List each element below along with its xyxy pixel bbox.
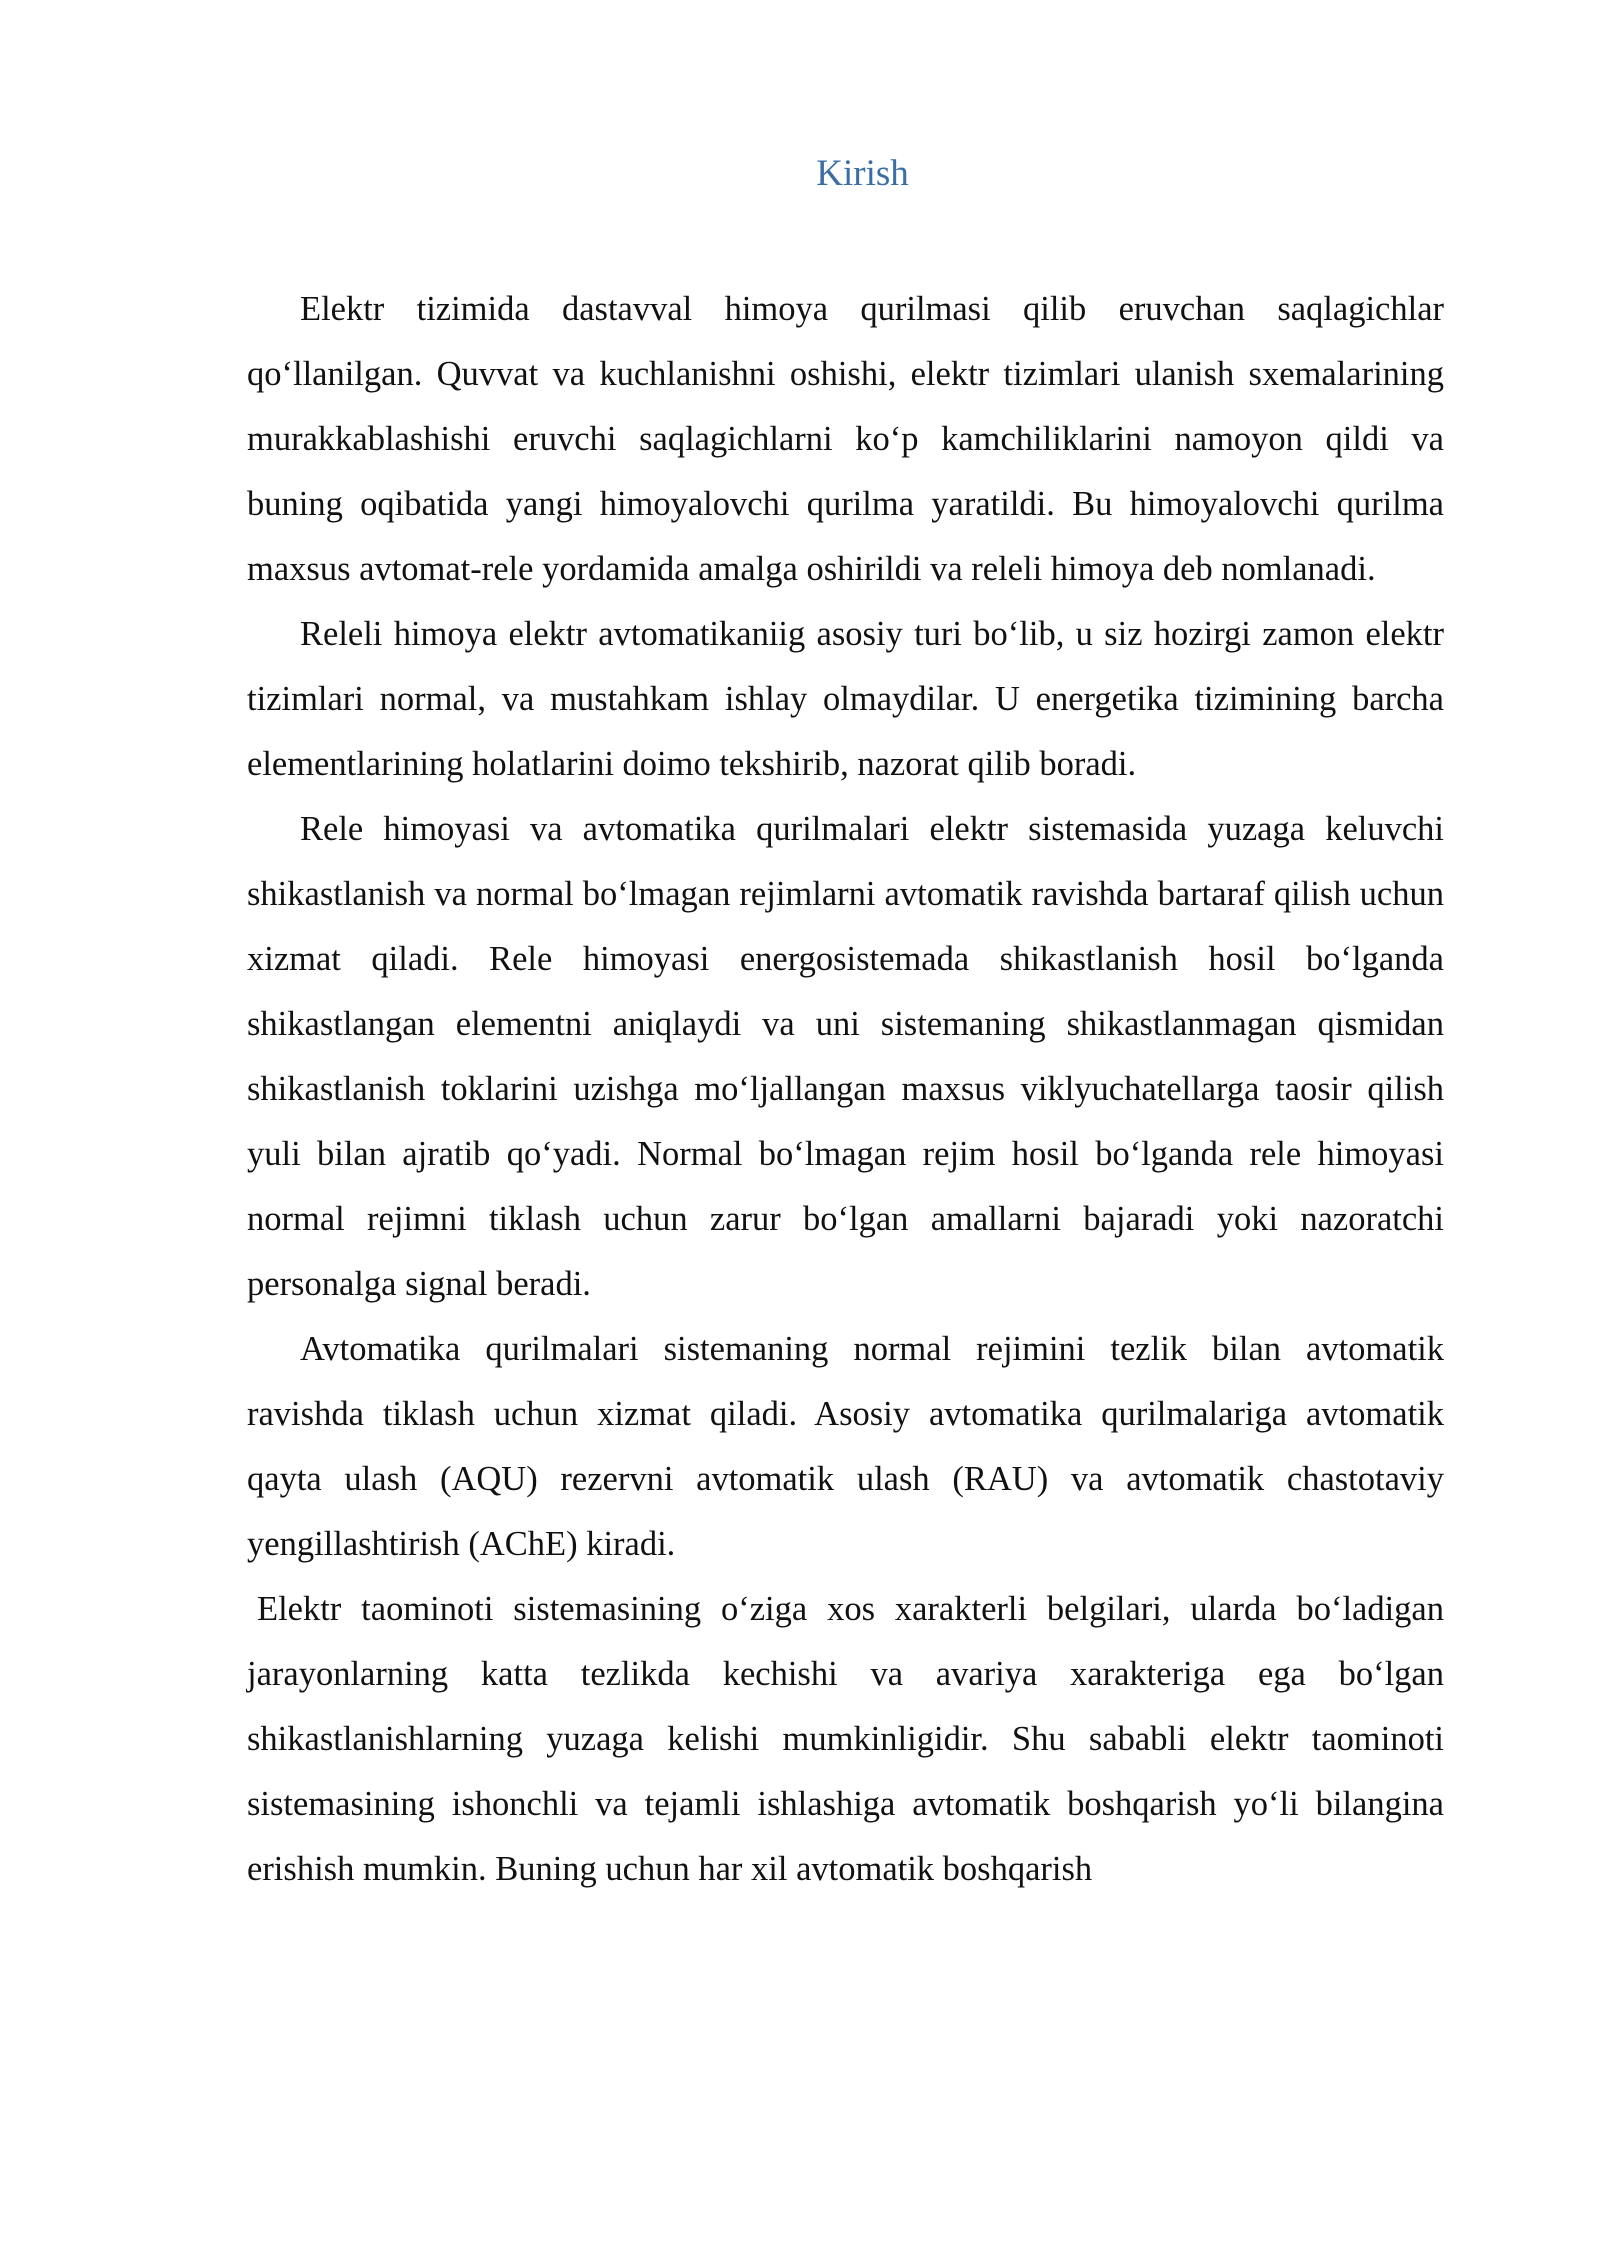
- body-text: [247, 277, 1444, 1902]
- paragraph-4: Avtomatika qurilmalari sistemaning normal rejimini tezlik bilan avtomatik ravishda tiklash uchun xizmat qiladi. Asosiy avtomatika qurilmalariga avtomatik qayta ulash (AQU) rezervni avtomatik ulash (RAU) va avtomatik chastotaviy yengillashtirish (AChE) kiradi.: [247, 1330, 1444, 1563]
- paragraph-1: Elektr tizimida dastavval himoya qurilmasi qilib eruvchan saqlagichlar qo‘llanilgan. Quvvat va kuchlanishni oshishi, elektr tizimlari ulanish sxemalarining murakkablashishi eruvchi saqlagichlarni ko‘p kamchiliklarini namoyon qildi va buning oqibatida yangi himoyalovchi qurilma yaratildi. Bu himoyalovchi qurilma maxsus avtomat-rele yordamida amalga oshirildi va releli himoya deb nomlanadi.: [247, 290, 1444, 588]
- paragraph-5: Elektr taominoti sistemasining o‘ziga xos xarakterli belgilari, ularda bo‘ladigan jarayonlarning katta tezlikda kechishi va avariya xarakteriga ega bo‘lgan shikastlanishlarning yuzaga kelishi mumkinligidir. Shu sababli elektr taominoti sistemasining ishonchli va tejamli ishlashiga avtomatik boshqarish yo‘li bilangina erishish mumkin. Buning uchun har xil avtomatik boshqarish: [247, 1590, 1444, 1888]
- paragraph-3: Rele himoyasi va avtomatika qurilmalari elektr sistemasida yuzaga keluvchi shikastlanish va normal bo‘lmagan rejimlarni avtomatik ravishda bartaraf qilish uchun xizmat qiladi. Rele himoyasi energosistemada shikastlanish hosil bo‘lganda shikastlangan elementni aniqlaydi va uni sistemaning shikastlanmagan qismidan shikastlanish toklarini uzishga mo‘ljallangan maxsus viklyuchatellarga taosir qilish yuli bilan ajratib qo‘yadi. Normal bo‘lmagan rejim hosil bo‘lganda rele himoyasi normal rejimni tiklash uchun zarur bo‘lgan amallarni bajaradi yoki nazoratchi personalga signal beradi.: [247, 810, 1444, 1303]
- section-title: Kirish: [816, 153, 909, 194]
- paragraph-2: Releli himoya elektr avtomatikaniig asosiy turi bo‘lib, u siz hozirgi zamon elektr tizimlari normal, va mustahkam ishlay olmaydilar. U energetika tizimining barcha elementlarining holatlarini doimo tekshirib, nazorat qilib boradi.: [247, 615, 1444, 783]
